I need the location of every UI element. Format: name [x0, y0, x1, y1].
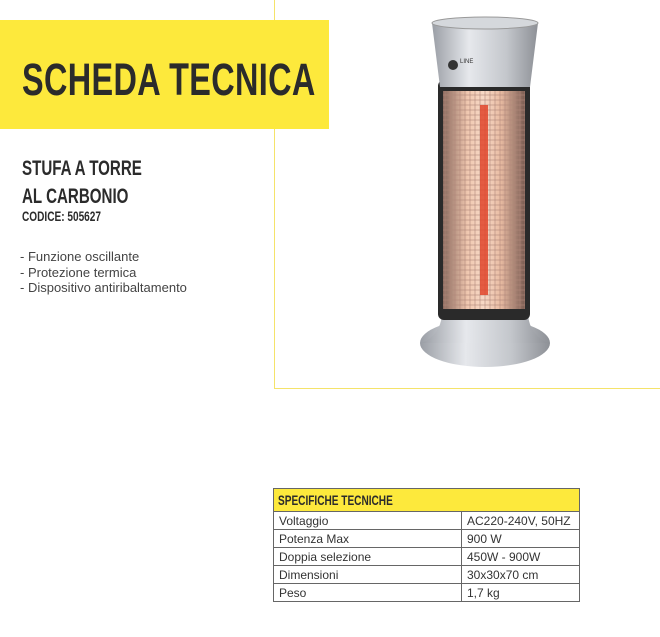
spec-label: Peso	[274, 584, 462, 602]
page-title: SCHEDA TECNICA	[22, 54, 316, 105]
feature-item: - Funzione oscillante	[20, 249, 140, 264]
table-row	[274, 566, 580, 584]
spec-value: 30x30x70 cm	[462, 566, 580, 584]
product-code: CODICE: 505627	[22, 208, 101, 224]
specs-table-header	[274, 489, 580, 512]
specs-table	[273, 488, 580, 602]
table-row	[274, 584, 580, 602]
product-name-line2: AL CARBONIO	[22, 185, 129, 208]
spec-value: 450W - 900W	[462, 548, 580, 566]
feature-item: - Protezione termica	[20, 264, 137, 280]
logo-text: LINE	[460, 59, 474, 65]
spec-label: Dimensioni	[274, 566, 462, 584]
spec-value: 1,7 kg	[462, 584, 580, 602]
spec-value: 900 W	[462, 530, 580, 548]
spec-label: Potenza Max	[274, 530, 462, 548]
divider-horizontal	[274, 388, 660, 389]
product-image-heater	[410, 15, 560, 370]
specs-title: SPECIFICHE TECNICHE	[278, 492, 393, 508]
spec-label: Doppia selezione	[274, 548, 462, 566]
product-name-line1: STUFA A TORRE	[22, 157, 142, 180]
feature-list	[20, 249, 187, 296]
spec-value: AC220-240V, 50HZ	[462, 512, 580, 530]
table-row	[274, 548, 580, 566]
table-row	[274, 530, 580, 548]
feature-item: - Dispositivo antiribaltamento	[20, 280, 187, 295]
table-row	[274, 512, 580, 530]
spec-label: Voltaggio	[274, 512, 462, 530]
